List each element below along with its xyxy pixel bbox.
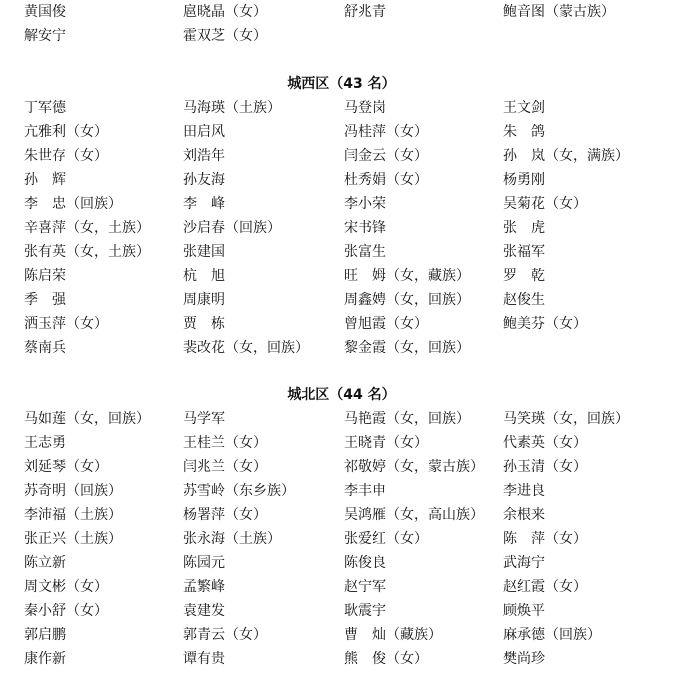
name-row [0,288,683,312]
name-entry: 鲍美芬（女） [503,316,587,332]
name-row [0,120,683,144]
name-entry: 马学军 [183,411,225,427]
name-entry: 郭青云（女） [183,627,267,643]
name-entry: 周文彬（女） [24,579,108,595]
name-entry: 刘延琴（女） [24,459,108,475]
name-entry: 代素英（女） [503,435,587,451]
name-row [0,216,683,240]
name-entry: 闫金云（女） [344,148,428,164]
name-entry: 杜秀娟（女） [344,172,428,188]
name-entry: 丁军德 [24,100,66,116]
name-entry: 张有英（女，土族） [24,244,150,260]
name-row [0,407,683,431]
name-entry: 王文剑 [503,100,545,116]
name-entry: 黎金霞（女，回族） [344,340,470,356]
name-entry: 黄国俊 [24,4,66,20]
name-row [0,551,683,575]
name-row [0,144,683,168]
name-entry: 祁敬婷（女，蒙古族） [344,459,484,475]
name-entry: 康作新 [24,651,66,667]
name-row [0,527,683,551]
name-entry: 裴改花（女，回族） [183,340,309,356]
name-entry: 舒兆青 [344,4,386,20]
name-entry: 谭有贵 [183,651,225,667]
name-entry: 宋书锋 [344,220,386,236]
name-entry: 孙玉清（女） [503,459,587,475]
name-entry: 周康明 [183,292,225,308]
name-entry: 陈立新 [24,555,66,571]
name-row [0,240,683,264]
name-entry: 张正兴（土族） [24,531,122,547]
name-row [0,455,683,479]
name-entry: 郭启鹏 [24,627,66,643]
name-entry: 辛喜萍（女，土族） [24,220,150,236]
name-entry: 孟繁峰 [183,579,225,595]
name-entry: 吴鸿雁（女，高山族） [344,507,484,523]
name-entry: 李 峰 [183,196,225,212]
name-row [0,168,683,192]
name-entry: 赵俊生 [503,292,545,308]
name-entry: 亢雅利（女） [24,124,108,140]
name-entry: 马如莲（女，回族） [24,411,150,427]
name-entry: 赵宁军 [344,579,386,595]
name-entry: 田启风 [183,124,225,140]
district-heading: 城北区（44 名） [287,387,396,403]
name-entry: 孙友海 [183,172,225,188]
name-entry: 杨勇刚 [503,172,545,188]
name-entry: 洒玉萍（女） [24,316,108,332]
name-entry: 李丰申 [344,483,386,499]
name-entry: 蔡南兵 [24,340,66,356]
name-row [0,647,683,671]
name-row [0,264,683,288]
name-entry: 刘浩年 [183,148,225,164]
name-entry: 张福军 [503,244,545,260]
name-entry: 武海宁 [503,555,545,571]
name-row [0,336,683,360]
name-row [0,96,683,120]
name-entry: 马登岗 [344,100,386,116]
name-entry: 吴菊花（女） [503,196,587,212]
name-entry: 贾 栋 [183,316,225,332]
name-entry: 秦小舒（女） [24,603,108,619]
name-entry: 陈 萍（女） [503,531,587,547]
name-entry: 苏奇明（回族） [24,483,122,499]
name-entry: 王晓青（女） [344,435,428,451]
name-row [0,599,683,623]
name-entry: 扈晓晶（女） [183,4,267,20]
name-entry: 罗 乾 [503,268,545,284]
name-entry: 解安宁 [24,28,66,44]
name-row [0,312,683,336]
name-entry: 余根来 [503,507,545,523]
name-entry: 沙启春（回族） [183,220,281,236]
name-entry: 孙 辉 [24,172,66,188]
name-row [0,623,683,647]
name-entry: 马笑瑛（女，回族） [503,411,629,427]
name-entry: 周鑫娉（女，回族） [344,292,470,308]
name-entry: 陈启荣 [24,268,66,284]
name-entry: 马艳霞（女，回族） [344,411,470,427]
name-entry: 顾焕平 [503,603,545,619]
name-entry: 李小荣 [344,196,386,212]
name-entry: 旺 姆（女，藏族） [344,268,470,284]
name-entry: 马海瑛（土族） [183,100,281,116]
name-row [0,24,683,48]
name-entry: 李 忠（回族） [24,196,122,212]
name-entry: 鲍音图（蒙古族） [503,4,615,20]
name-row [0,192,683,216]
name-entry: 季 强 [24,292,66,308]
name-entry: 杭 旭 [183,268,225,284]
name-entry: 李进良 [503,483,545,499]
name-entry: 张 虎 [503,220,545,236]
name-row [0,0,683,24]
name-entry: 曹 灿（藏族） [344,627,442,643]
name-entry: 闫兆兰（女） [183,459,267,475]
name-entry: 陈园元 [183,555,225,571]
name-entry: 张建国 [183,244,225,260]
name-entry: 王桂兰（女） [183,435,267,451]
name-entry: 朱 鸽 [503,124,545,140]
name-row [0,503,683,527]
name-row [0,431,683,455]
name-entry: 赵红霞（女） [503,579,587,595]
name-entry: 张永海（土族） [183,531,281,547]
name-entry: 朱世存（女） [24,148,108,164]
name-entry: 李沛福（土族） [24,507,122,523]
name-entry: 苏雪岭（东乡族） [183,483,295,499]
name-entry: 张爱红（女） [344,531,428,547]
name-entry: 袁建发 [183,603,225,619]
name-entry: 熊 俊（女） [344,651,428,667]
name-row [0,575,683,599]
name-entry: 樊尚珍 [503,651,545,667]
name-row [0,479,683,503]
name-entry: 王志勇 [24,435,66,451]
name-entry: 耿震宇 [344,603,386,619]
district-heading: 城西区（43 名） [287,76,396,92]
name-entry: 霍双芝（女） [183,28,267,44]
name-entry: 杨署萍（女） [183,507,267,523]
name-entry: 曾旭霞（女） [344,316,428,332]
name-entry: 麻承德（回族） [503,627,601,643]
name-entry: 冯桂萍（女） [344,124,428,140]
name-entry: 陈俊良 [344,555,386,571]
name-entry: 孙 岚（女，满族） [503,148,629,164]
name-entry: 张富生 [344,244,386,260]
